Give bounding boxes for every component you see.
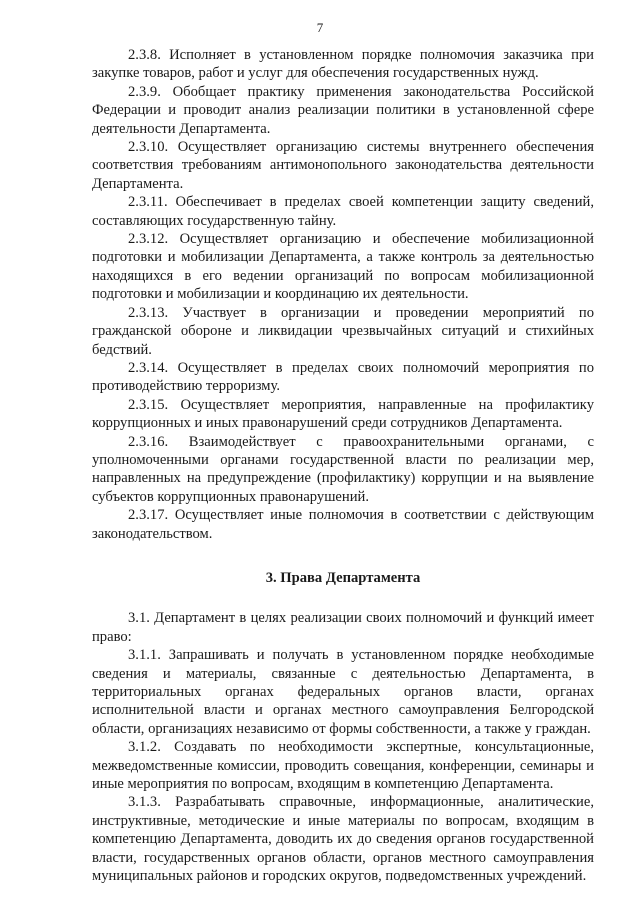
section-title: 3. Права Департамента	[265, 569, 421, 586]
paragraph-3-1-2: 3.1.2. Создавать по необходимости экспертные, консультационные, межведомственные комиссии, проводить совещания, конференции, семинары и иные мероприятия по вопросам, входящим в компетенцию Департамента.	[92, 739, 594, 793]
paragraph-2-3-12: 2.3.12. Осуществляет организацию и обеспечение мобилизационной подготовки и мобилизации Департамента, а также контроль за деятельностью находящихся в его ведении организаций по вопросам мобилизационной подготовки и мобилизации и координацию их деятельности.	[92, 231, 594, 303]
paragraph-2-3-13: 2.3.13. Участвует в организации и проведении мероприятий по гражданской обороне и ликвидации чрезвычайных ситуаций и стихийных бедствий.	[92, 304, 594, 358]
paragraph-2-3-17: 2.3.17. Осуществляет иные полномочия в соответствии с действующим законодательством.	[92, 507, 594, 542]
paragraph-2-3-9: 2.3.9. Обобщает практику применения законодательства Российской Федерации и проводит анализ реализации политики в установленной сфере деятельности Департамента.	[92, 83, 594, 137]
document-body	[92, 46, 594, 885]
paragraph-2-3-14: 2.3.14. Осуществляет в пределах своих полномочий мероприятия по противодействию терроризму.	[92, 359, 594, 395]
paragraph-2-3-8: 2.3.8. Исполняет в установленном порядке полномочия заказчика при закупке товаров, работ и услуг для обеспечения государственных нужд.	[92, 47, 594, 82]
paragraph-2-3-11: 2.3.11. Обеспечивает в пределах своей компетенции защиту сведений, составляющих государственную тайну.	[92, 194, 594, 229]
paragraph-2-3-16: 2.3.16. Взаимодействует с правоохранительными органами, с уполномоченными органами государственной власти по реализации мер, направленных на предупреждение (профилактику) коррупции и на выявление субъектов коррупционных правонарушений.	[92, 433, 594, 505]
paragraph-3-1-3: 3.1.3. Разрабатывать справочные, информационные, аналитические, инструктивные, методические и иные материалы по вопросам, входящим в компетенцию Департамента, доводить их до сведения органов государственной власти, государственных органов области, органов местного самоуправления муниципальных районов и городских округов, подведомственных учреждений.	[92, 794, 594, 885]
paragraph-3-1-1: 3.1.1. Запрашивать и получать в установленном порядке необходимые сведения и материалы, связанные с деятельностью Департамента, в территориальных органах федеральных органов власти, органах исполнительной власти и органах местного самоуправления Белгородской области, организациях независимо от формы собственности, а также у граждан.	[92, 647, 594, 737]
page-number: 7	[316, 20, 324, 35]
paragraph-3-1: 3.1. Департамент в целях реализации своих полномочий и функций имеет право:	[92, 610, 594, 645]
paragraph-2-3-10: 2.3.10. Осуществляет организацию системы внутреннего обеспечения соответствия требованиям антимонопольного законодательства деятельности Департамента.	[92, 139, 594, 192]
paragraph-2-3-15: 2.3.15. Осуществляет мероприятия, направленные на профилактику коррупционных и иных правонарушений среди сотрудников Департамента.	[92, 396, 594, 432]
